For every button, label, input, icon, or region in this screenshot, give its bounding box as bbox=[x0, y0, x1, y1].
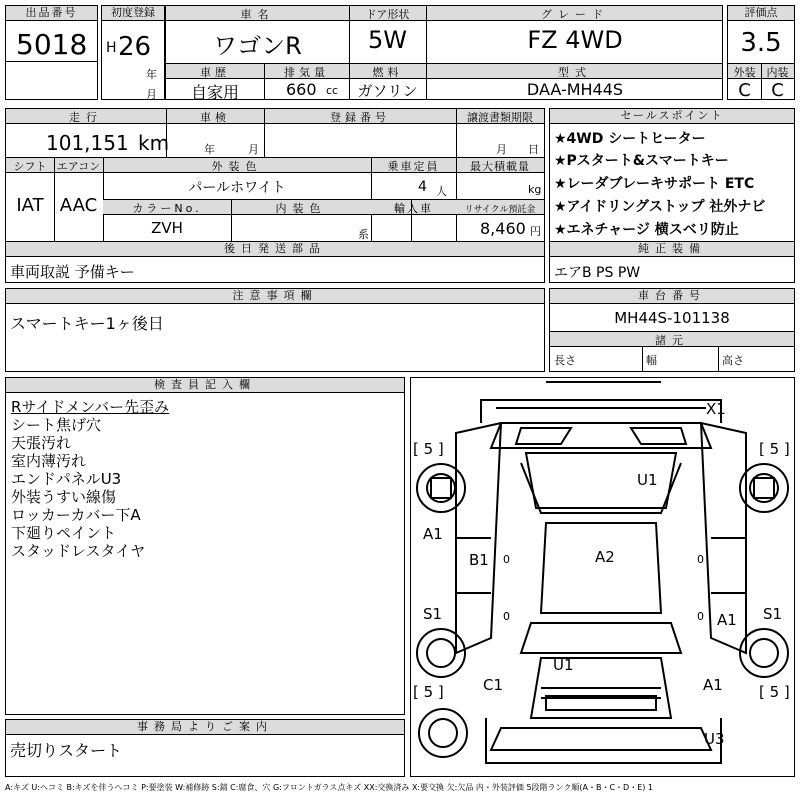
recycle-unit: 円 bbox=[530, 225, 541, 238]
displacement-unit: cc bbox=[326, 84, 339, 97]
model-value: DAA-MH44S bbox=[526, 80, 624, 99]
mark-u1-top: U1 bbox=[637, 471, 658, 489]
exterior-rating: C bbox=[738, 80, 751, 101]
mark-s1-right: S1 bbox=[763, 605, 783, 623]
inspector-label: 検査員記入欄 bbox=[6, 378, 404, 393]
specs-length: 長さ bbox=[554, 354, 576, 367]
color-no-label: カラーNo. bbox=[132, 202, 202, 215]
capacity-label: 乗車定員 bbox=[387, 160, 440, 173]
history-label: 車歴 bbox=[200, 66, 230, 79]
office-box bbox=[5, 719, 405, 777]
equipment-box bbox=[549, 241, 795, 283]
lot-number: 5018 bbox=[16, 28, 88, 61]
tire-rl-rating: [ 5 ] bbox=[413, 683, 444, 701]
displacement-value: 660 bbox=[286, 80, 317, 99]
int-color-suffix: 系 bbox=[358, 228, 369, 241]
tire-fl-rating: [ 5 ] bbox=[413, 440, 444, 458]
sales-point-5: ★エネチャージ 横スベリ防止 bbox=[554, 222, 739, 238]
sales-points-box bbox=[549, 108, 795, 242]
max-load-label: 最大積載量 bbox=[470, 160, 530, 173]
exterior-label: 外装 bbox=[733, 66, 756, 79]
top-grid bbox=[165, 5, 723, 100]
mark-zero-l1: 0 bbox=[503, 553, 510, 566]
transfer-day-unit: 日 bbox=[528, 143, 539, 156]
capacity-value: 4 bbox=[418, 179, 427, 195]
inspector-line-3: 天張汚れ bbox=[11, 434, 72, 452]
capacity-unit: 人 bbox=[436, 185, 447, 198]
inspector-line-4: 室内薄汚れ bbox=[11, 452, 87, 470]
equipment-label: 純正装備 bbox=[550, 242, 794, 257]
door-type: 5W bbox=[368, 26, 407, 54]
mark-c1: C1 bbox=[483, 676, 504, 694]
inspector-line-1: Rサイドメンバー先歪み bbox=[11, 398, 170, 416]
tire-fr-rating: [ 5 ] bbox=[759, 440, 790, 458]
sales-point-1: ★4WD シートヒーター bbox=[554, 131, 706, 147]
recycle-label: リサイクル預託金 bbox=[464, 205, 536, 215]
first-reg-box bbox=[101, 5, 165, 100]
specs-width: 幅 bbox=[646, 354, 657, 367]
rating-box bbox=[727, 5, 795, 100]
notes-box bbox=[5, 288, 545, 372]
car-name: ワゴンR bbox=[213, 32, 302, 60]
mark-a1-rear: A1 bbox=[703, 676, 723, 694]
door-label: ドア形状 bbox=[365, 8, 410, 21]
sales-point-4: ★アイドリングストップ 社外ナビ bbox=[554, 199, 766, 215]
import-label: 輸入車 bbox=[394, 202, 433, 215]
sales-point-3: ★レーダブレーキサポート ETC bbox=[554, 176, 755, 192]
mark-a2: A2 bbox=[595, 548, 615, 566]
model-label: 型式 bbox=[558, 66, 592, 79]
mark-u3: U3 bbox=[704, 730, 725, 748]
car-outline bbox=[411, 378, 794, 776]
lot-label: 出品番号 bbox=[6, 6, 97, 21]
later-parts-box bbox=[5, 241, 545, 283]
mark-a1-right: A1 bbox=[717, 611, 737, 629]
aircon-value: AAC bbox=[59, 195, 98, 216]
mark-x1: X1 bbox=[706, 400, 726, 418]
first-reg-year: 26 bbox=[118, 32, 152, 62]
aircon-label: エアコン bbox=[56, 160, 101, 173]
first-reg-month-unit: 月 bbox=[146, 88, 157, 101]
plate-label: 登録番号 bbox=[330, 111, 390, 124]
later-parts-label: 後日発送部品 bbox=[6, 242, 544, 257]
inspector-line-6: 外装うすい線傷 bbox=[11, 488, 117, 506]
recycle-value: 8,460 bbox=[480, 219, 526, 238]
inspector-box bbox=[5, 377, 405, 715]
first-reg-era: H bbox=[106, 40, 117, 56]
mark-b1: B1 bbox=[469, 551, 489, 569]
office-value: 売切りスタート bbox=[10, 741, 123, 760]
shift-label: シフト bbox=[13, 160, 47, 173]
sales-point-2: ★Pスタート&スマートキー bbox=[554, 153, 729, 169]
inspector-line-2: シート焦げ穴 bbox=[11, 416, 102, 434]
inspector-line-9: スタッドレスタイヤ bbox=[11, 542, 146, 560]
mark-zero-r1: 0 bbox=[697, 553, 704, 566]
mark-a1-left: A1 bbox=[423, 525, 443, 543]
shift-value: IAT bbox=[16, 195, 44, 216]
later-parts-value: 車両取説 予備キー bbox=[10, 263, 135, 281]
grade-value: FZ 4WD bbox=[527, 26, 623, 54]
fuel-label: 燃料 bbox=[372, 66, 403, 79]
first-reg-label: 初度登録 bbox=[102, 6, 164, 21]
history-value: 自家用 bbox=[190, 83, 239, 102]
notes-label: 注意事項欄 bbox=[6, 289, 544, 304]
car-diagram bbox=[410, 377, 795, 777]
first-reg-year-unit: 年 bbox=[146, 68, 157, 81]
legend-text: A:キズ U:ヘコミ B:キズを伴うヘコミ P:要塗装 W:補修跡 S:錆 C:腐食、穴 G:フロントガラス点キズ XX:交換済み X:要交換 欠:欠品 内・外装評価 5段階ランク順(A・B・C・D・E) 1 bbox=[5, 783, 654, 792]
chassis-label: 車台番号 bbox=[550, 289, 794, 304]
mark-s1-left: S1 bbox=[423, 605, 443, 623]
fuel-value: ガソリン bbox=[357, 82, 418, 100]
inspection-month-unit: 月 bbox=[248, 143, 259, 156]
ext-color-value: パールホワイト bbox=[188, 180, 286, 196]
inspection-year-unit: 年 bbox=[204, 143, 215, 156]
mark-u1-bottom: U1 bbox=[553, 656, 574, 674]
mark-zero-l2: 0 bbox=[503, 610, 510, 623]
grade-label: グレード bbox=[541, 8, 609, 21]
specs-label: 諸元 bbox=[655, 334, 689, 347]
displacement-label: 排気量 bbox=[284, 66, 329, 79]
transfer-label: 譲渡書類期限 bbox=[467, 111, 533, 124]
chassis-value: MH44S-101138 bbox=[614, 309, 730, 327]
notes-value: スマートキー1ヶ後日 bbox=[10, 314, 164, 333]
ext-color-label: 外装色 bbox=[211, 160, 263, 173]
transfer-month-unit: 月 bbox=[496, 143, 507, 156]
mileage-value: 101,151 bbox=[46, 131, 129, 155]
interior-rating: C bbox=[771, 80, 784, 101]
office-label: 事務局よりご案内 bbox=[6, 720, 404, 735]
lot-box bbox=[5, 5, 98, 100]
inspector-line-7: ロッカーカバー下A bbox=[11, 506, 141, 524]
mark-zero-r2: 0 bbox=[697, 610, 704, 623]
specs-height: 高さ bbox=[722, 354, 744, 367]
mileage-label: 走行 bbox=[69, 111, 103, 124]
tire-rr-rating: [ 5 ] bbox=[759, 683, 790, 701]
inspection-label: 車検 bbox=[200, 111, 230, 124]
equipment-value: エアB PS PW bbox=[554, 265, 641, 281]
details-grid bbox=[5, 108, 545, 242]
chassis-box bbox=[549, 288, 795, 372]
inspector-line-5: エンドパネルU3 bbox=[11, 470, 122, 488]
interior-label: 内装 bbox=[766, 66, 789, 79]
mileage-unit: km bbox=[138, 131, 170, 155]
car-name-label: 車名 bbox=[240, 8, 275, 21]
max-load-unit: kg bbox=[528, 183, 542, 196]
inspector-line-8: 下廻りペイント bbox=[11, 524, 117, 542]
color-no-value: ZVH bbox=[151, 219, 183, 237]
rating-label: 評価点 bbox=[728, 6, 794, 21]
sales-points-label: セールスポイント bbox=[550, 109, 794, 124]
int-color-label: 内装色 bbox=[275, 202, 327, 215]
rating-value: 3.5 bbox=[740, 28, 782, 58]
